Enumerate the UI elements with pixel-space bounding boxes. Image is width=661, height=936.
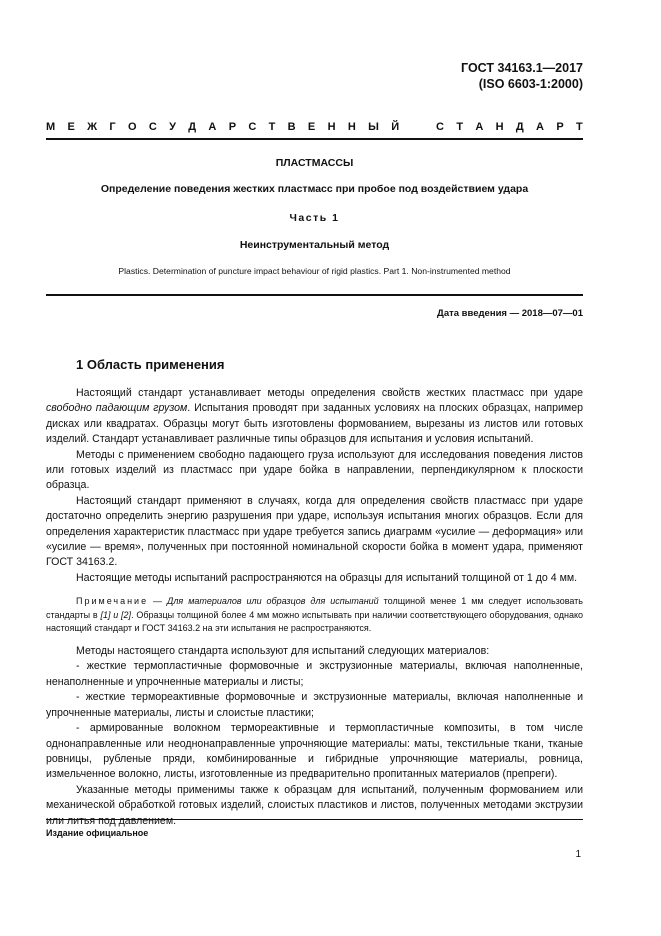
document-subtitle: Определение поведения жестких пластмасс при пробое под воздействием удара: [100, 183, 529, 195]
banner-letter: Т: [268, 121, 276, 133]
document-body: [46, 386, 583, 829]
banner-letter: А: [208, 121, 217, 133]
paragraph-text: Настоящий стандарт устанавливает методы определения свойств жестких пластмасс при ударе: [76, 387, 583, 399]
standard-code: [461, 60, 583, 92]
document-method-title: Неинструментальный метод: [239, 239, 390, 251]
banner-letter: Е: [307, 121, 316, 133]
paragraph: [46, 386, 583, 448]
banner-letter: Й: [391, 121, 400, 133]
english-title: Plastics. Determination of puncture impact behaviour of rigid plastics. Part 1. Non-instrumented method: [118, 266, 511, 276]
banner-letter: Т: [456, 121, 464, 133]
note-text: толщиной менее 1 мм следует использовать стандарты в: [46, 596, 583, 620]
paragraph: Методы с применением свободно падающего груза используют для исследования поведения листов или готовых изделий из пластмасс при ударе бойка в направлении, перпендикулярном к плоскости образца.: [46, 448, 583, 492]
banner-letter: Ы: [368, 121, 379, 133]
document-part: Часть 1: [289, 212, 340, 224]
paragraph: Настоящие методы испытаний распространяются на образцы для испытаний толщиной от 1 до 4 мм.: [76, 571, 578, 584]
standard-code-gost: ГОСТ 34163.1—2017: [461, 61, 583, 75]
banner-letter: Р: [556, 121, 564, 133]
title-divider: [46, 294, 583, 296]
banner-letter: Д: [515, 121, 524, 133]
banner-letter: Е: [67, 121, 75, 133]
banner-letter: Т: [575, 121, 583, 133]
banner-letter: А: [475, 121, 484, 133]
paragraph-italic: свободно падающим грузом: [46, 402, 188, 415]
banner-letter: Ж: [87, 121, 98, 133]
note: [46, 595, 583, 636]
banner-letter: О: [127, 121, 137, 133]
edition-label: Издание официальное: [46, 828, 149, 838]
banner-letter: С: [248, 121, 257, 133]
paragraph: Настоящий стандарт применяют в случаях, когда для определения свойств пластмасс при ударе достаточно определить энергию разрушения при ударе, используя испытания многих образцов. Если для определения характеристик пластмасс при ударе требуется запись диаграмм «усилие — деформация» или «усилие — время», полученных при постоянной номинальной скорости бойка в момент удара, применяют ГОСТ 34163.2.: [46, 494, 583, 569]
list-item: - армированные волокном термореактивные и термопластичные композиты, в том числе однонаправленные или неоднонаправленные упрочняющие материалы: маты, текстильные ткани, тканые ровницы, рубленые пряди, комбинированные и гибридные упрочняющие материалы, ровница, измельченное волокно, листы, изготовленные из предварительно пропитанных материалов (препреги).: [46, 722, 583, 781]
list-item: - жесткие термореактивные формовочные и экструзионные материалы, включая наполненные и упрочненные материалы, листы и слоистые пластики;: [46, 691, 583, 719]
standard-code-iso: (ISO 6603-1:2000): [478, 77, 583, 91]
banner-letter: М: [46, 121, 56, 133]
note-text: . Образцы толщиной более 4 мм можно испытывать при наличии соответствующего оборудования, однако настоящий стандарт и ГОСТ 34163.2 на эти испытания не распространяются.: [46, 609, 583, 634]
paragraph-text: . Испытания проводят при заданных условиях на плоских образцах, например дисках или квадратах. Образцы могут быть изготовлены формованием, вырезаны из листов или готовых изделий. Стандарт устанавливает различные типы образцов для испытания и условия испытаний.: [46, 402, 583, 446]
banner-letter: Д: [188, 121, 197, 133]
paragraph: Методы настоящего стандарта используют для испытаний следующих материалов:: [76, 645, 490, 658]
banner-letter: В: [287, 121, 296, 133]
note-italic: Для материалов или образцов для испытаний: [167, 596, 379, 607]
banner-letter: Н: [347, 121, 356, 133]
note-reference: [1] и [2]: [100, 609, 132, 620]
banner-letter: У: [169, 121, 176, 133]
paragraph: Указанные методы применимы также к образцам для испытаний, полученным формованием или механической обработкой готовых изделий, слоистых пластиков и листов, полученных методами экструзии или литья под давлением.: [46, 783, 583, 827]
banner-letter: Г: [109, 121, 116, 133]
page-number: 1: [575, 849, 581, 860]
banner-letter: Р: [228, 121, 237, 133]
banner-letter: Н: [495, 121, 504, 133]
banner-letter: С: [436, 121, 444, 133]
section-title: 1 Область применения: [76, 357, 225, 372]
footer-divider: [46, 819, 583, 820]
banner-letter: С: [148, 121, 157, 133]
interstate-standard-banner: [46, 121, 583, 133]
document-title: ПЛАСТМАССЫ: [275, 157, 354, 169]
banner-letter: Н: [327, 121, 336, 133]
effective-date: Дата введения — 2018—07—01: [437, 308, 583, 319]
header-divider: [46, 138, 583, 140]
note-label: Примечание: [76, 596, 149, 607]
note-dash: —: [148, 596, 168, 607]
list-item: - жесткие термопластичные формовочные и экструзионные материалы, включая наполненные, ненаполненные и упрочненные материалы и листы;: [46, 660, 583, 688]
banner-letter: А: [536, 121, 544, 133]
